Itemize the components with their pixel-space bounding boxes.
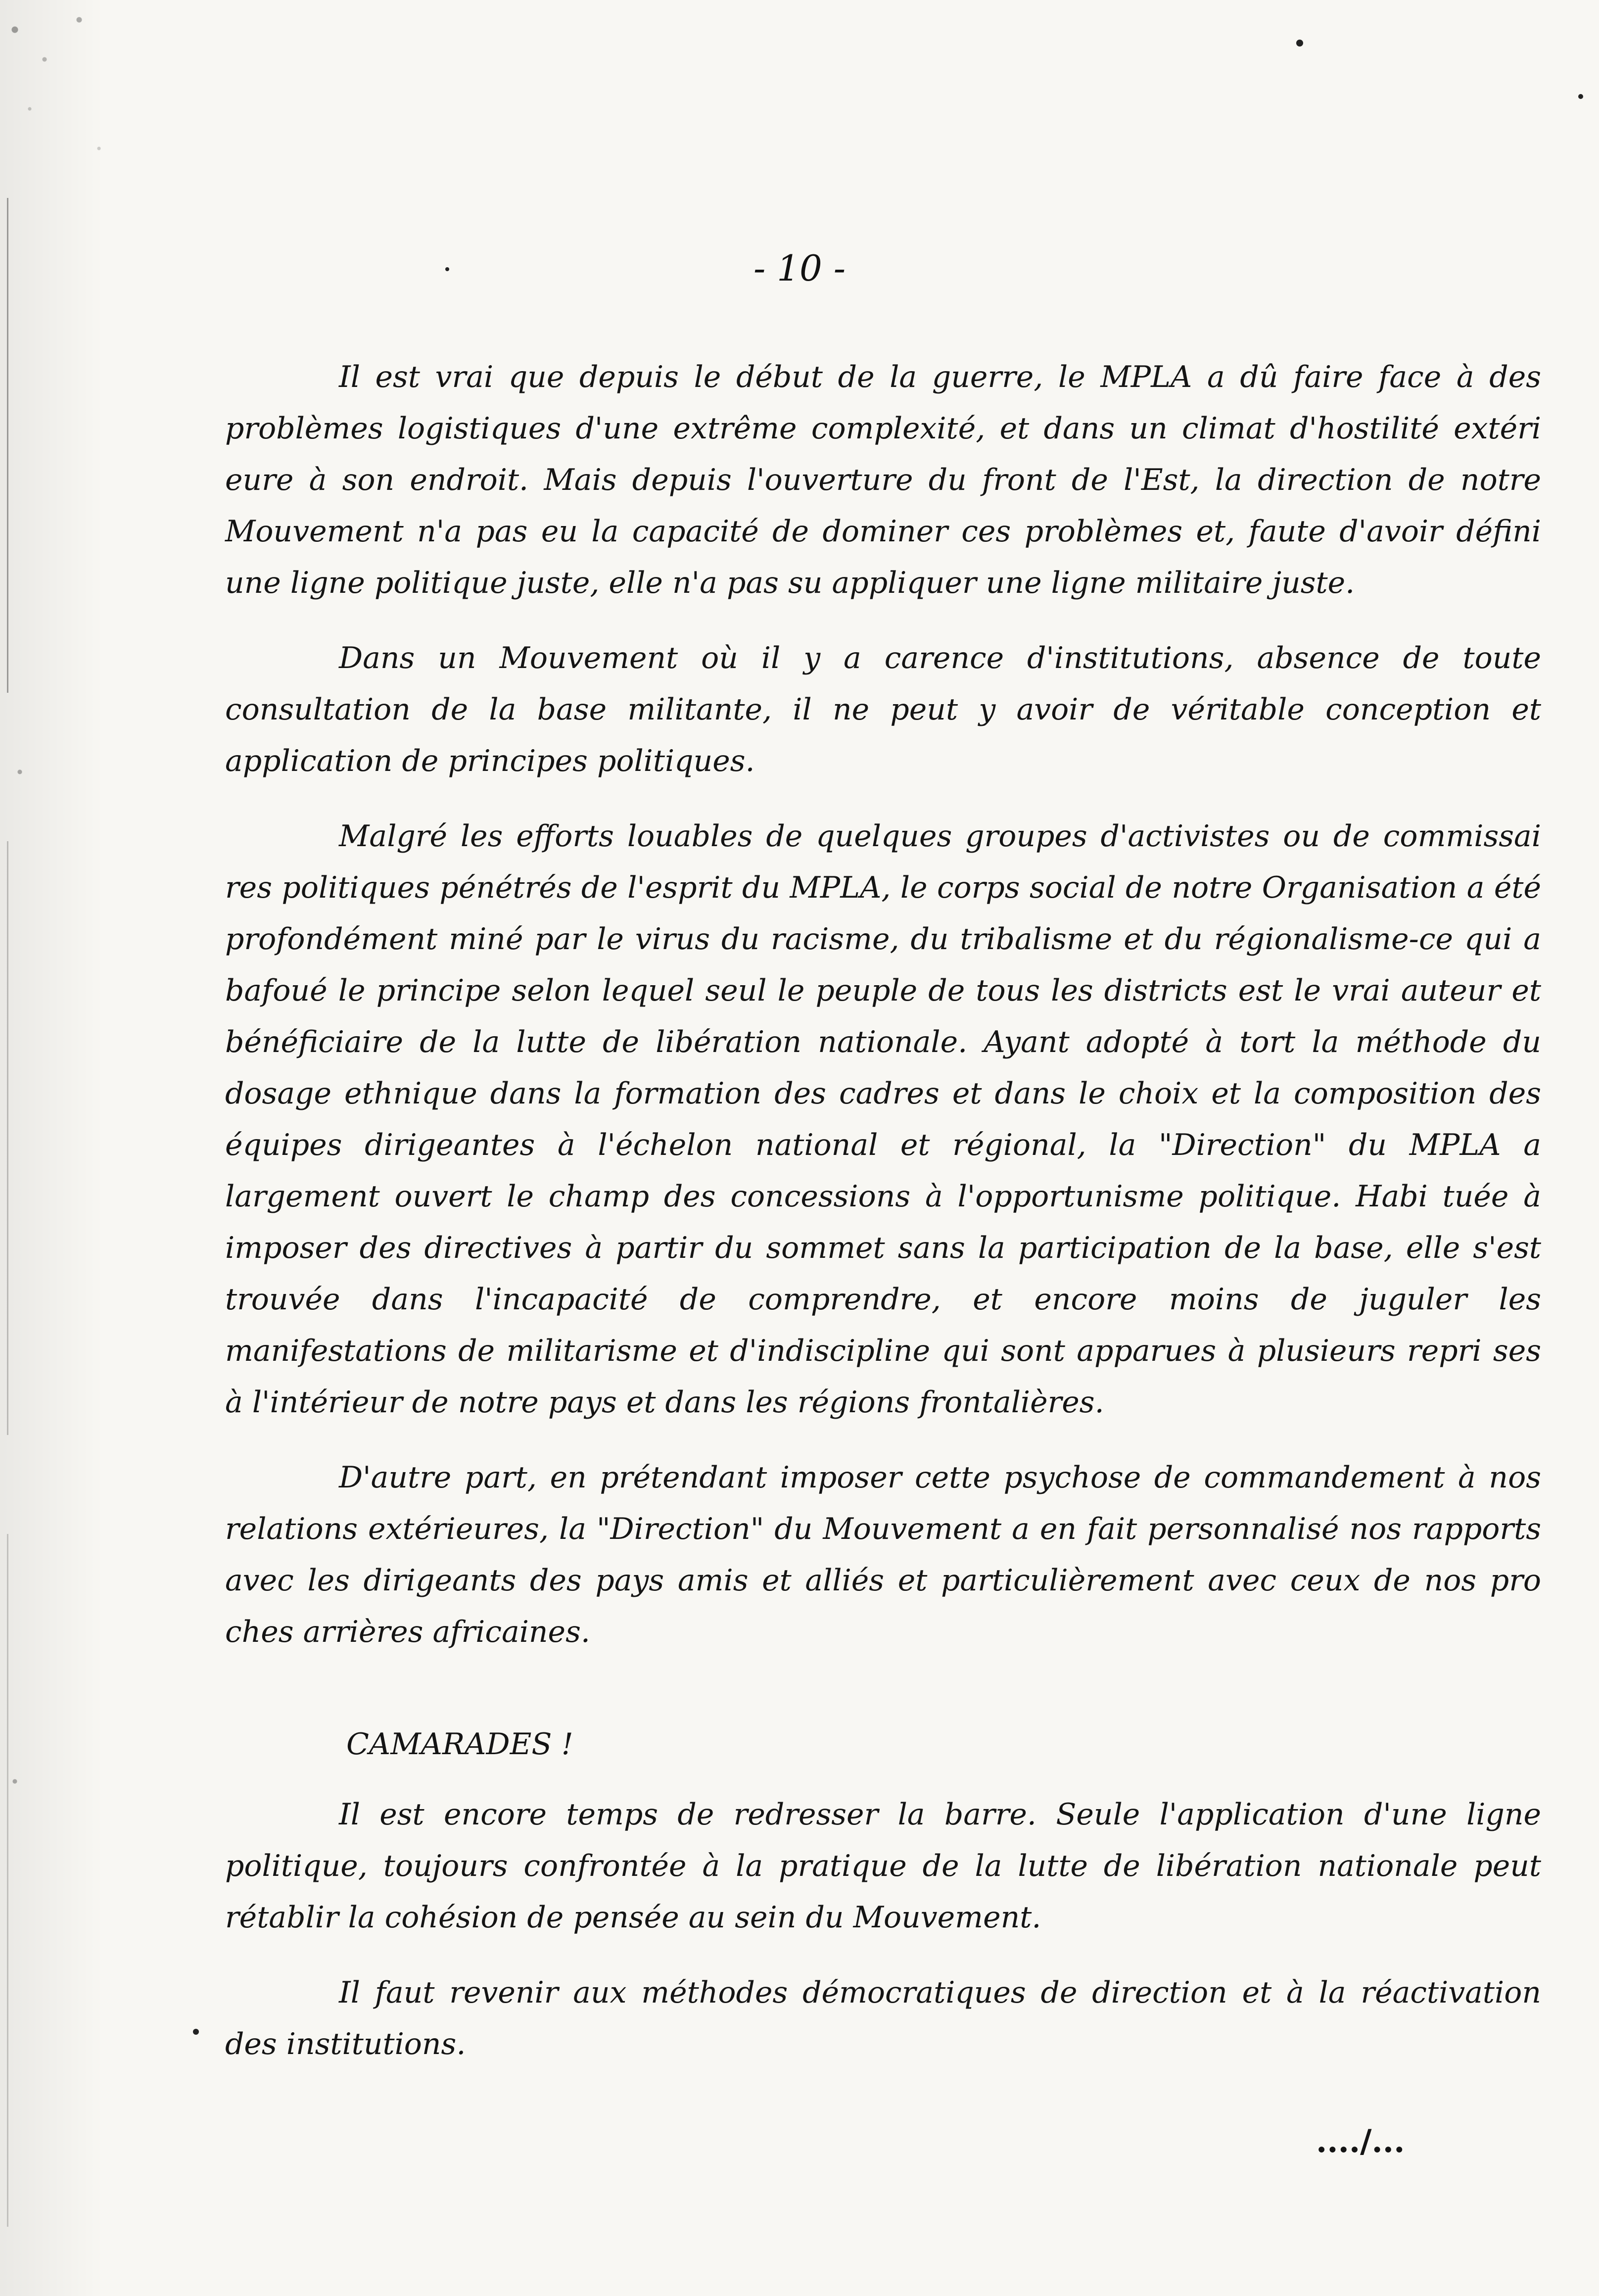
section-heading: CAMARADES !: [346, 1727, 573, 1762]
paragraph: Il est vrai que depuis le début de la guerre, le MPLA a dû faire face à des problèmes logistiques d'une extrême complexité, et dans un climat d'hostilité extéri eure à son endroit. Mais depuis l'ouverture du front de l'Est, la direction de notre Mouvement n'a pas eu la capacité de dominer ces problèmes et, faute d'avoir défini une ligne politique juste, elle n'a pas su appliquer une ligne militaire juste.: [225, 360, 1541, 600]
continuation-marker: ..../...: [1316, 2123, 1405, 2160]
scan-speck: [1296, 40, 1303, 47]
scan-edge-line: [7, 1534, 8, 2227]
paragraph: D'autre part, en prétendant imposer cette psychose de commandement à nos relations extérieures, la "Direction" du Mouvement a en fait personnalisé nos rapports avec les dirigeants des pays amis et alliés et particulièrement avec ceux de nos pro ches arrières africaines.: [225, 1460, 1541, 1649]
paragraph: Dans un Mouvement où il y a carence d'institutions, absence de toute consultation de la base militante, il ne peut y avoir de véritable conception et application de principes politiques.: [225, 641, 1541, 778]
scan-speck: [1578, 94, 1583, 99]
scan-edge-line: [7, 841, 8, 1435]
page-number: - 10 -: [753, 247, 846, 289]
paragraph: Malgré les efforts louables de quelques groupes d'activistes ou de commissai res politiques pénétrés de l'esprit du MPLA, le corps social de notre Organisation a été profondément miné par le virus du racisme, du tribalisme et du régionalisme-ce qui a bafoué le principe selon lequel seul le peuple de tous les districts est le vrai auteur et bénéficiaire de la lutte de libération nationale. Ayant adopté à tort la méthode du dosage ethnique dans la formation des cadres et dans le choix et la composition des équipes dirigeantes à l'échelon national et régional, la "Direction" du MPLA a largement ouvert le champ des concessions à l'opportunisme politique. Habi tuée à imposer des directives à partir du sommet sans la participation de la base, elle s'est trouvée dans l'incapacité de comprendre, et encore moins de juguler les manifestations de militarisme et d'indiscipline qui sont apparues à plusieurs repri ses à l'intérieur de notre pays et dans les régions frontalières.: [225, 819, 1541, 1420]
paragraph: Il faut revenir aux méthodes démocratiques de direction et à la réactivation des institutions.: [225, 1975, 1541, 2061]
body-text: [225, 351, 1541, 1681]
scan-noise: [0, 0, 148, 2296]
scan-speck: [193, 2029, 199, 2035]
paragraph: Il est encore temps de redresser la barre. Seule l'application d'une ligne politique, toujours confrontée à la pratique de la lutte de libération nationale peut rétablir la cohésion de pensée au sein du Mouvement.: [225, 1797, 1541, 1935]
closing-text: [225, 1789, 1541, 2094]
